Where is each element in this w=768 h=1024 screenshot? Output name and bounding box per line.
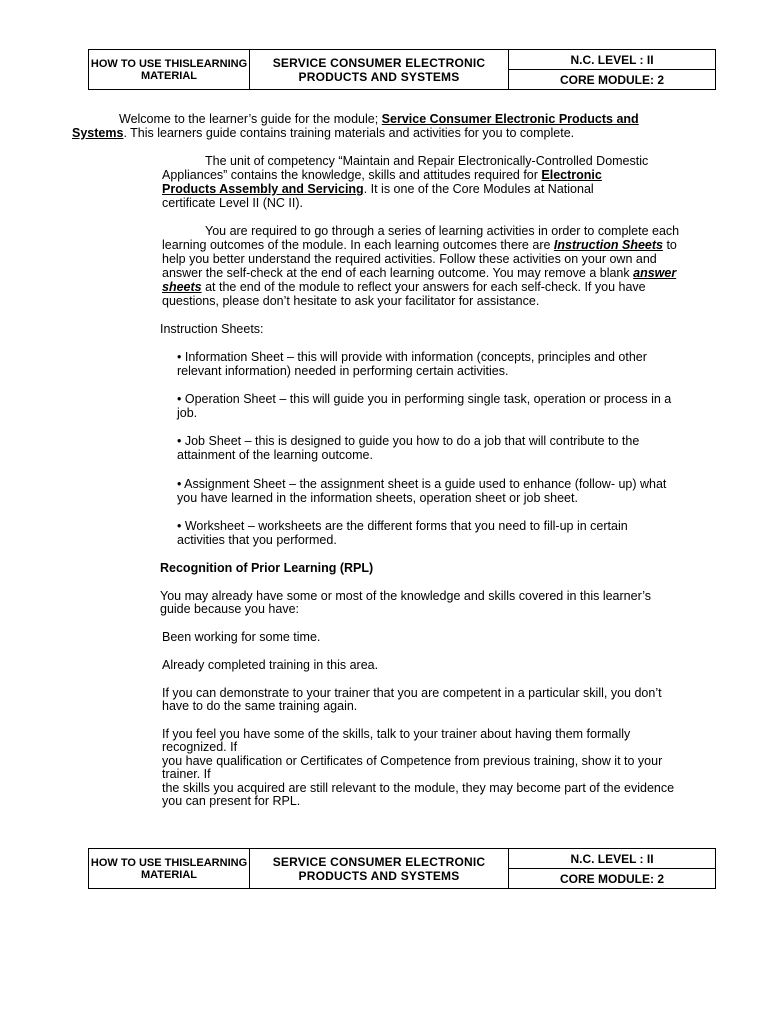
- unit-line-1: The unit of competency “Maintain and Repair Electronically-Controlled Domestic: [205, 154, 649, 168]
- unit-line-4: certificate Level II (NC II).: [162, 196, 304, 210]
- welcome-post-text: . This learners guide contains training materials and activities for you to complete.: [123, 126, 575, 140]
- welcome-line-2: [72, 126, 574, 140]
- footer-core-module: CORE MODULE: 2: [509, 869, 716, 889]
- rpl-p1-line-1: You may already have some or most of the knowledge and skills covered in this learner’s: [160, 589, 652, 603]
- req-line-2-post: to: [666, 238, 677, 252]
- req-line-2: [162, 238, 677, 252]
- rpl-p5-line-4: trainer. If: [162, 767, 211, 781]
- header-table-top: [88, 49, 716, 90]
- footer-module-title: SERVICE CONSUMER ELECTRONIC PRODUCTS AND SYSTEMS: [250, 849, 509, 889]
- welcome-text: Welcome to the learner’s guide for the module;: [119, 112, 379, 126]
- list-item-operation-sheet-cont: job.: [177, 406, 198, 420]
- list-item-job-sheet-cont: attainment of the learning outcome.: [177, 448, 373, 462]
- list-item-information-sheet-cont: relevant information) needed in performing certain activities.: [177, 364, 509, 378]
- list-item-job-sheet: • Job Sheet – this is designed to guide you how to do a job that will contribute to the: [177, 434, 640, 448]
- rpl-p5-line-2: recognized. If: [162, 740, 238, 754]
- rpl-p4-line-2: have to do the same training again.: [162, 699, 358, 713]
- list-item-worksheet: • Worksheet – worksheets are the different forms that you need to fill-up in certain: [177, 519, 628, 533]
- list-item-assignment-sheet: • Assignment Sheet – the assignment sheet is a guide used to enhance (follow- up) what: [177, 477, 667, 491]
- req-line-5: [162, 280, 646, 294]
- req-line-5-text: at the end of the module to reflect your answers for each self-check. If you have: [205, 280, 646, 294]
- footer-how-to-use: HOW TO USE THISLEARNING MATERIAL: [89, 849, 250, 889]
- req-line-4-text: answer the self-check at the end of each learning outcome. You may remove a blank: [162, 266, 630, 280]
- header-core-module: CORE MODULE: 2: [509, 70, 716, 90]
- rpl-p5-line-1: If you feel you have some of the skills, talk to your trainer about having them formally: [162, 727, 631, 741]
- header-how-to-use: HOW TO USE THISLEARNING MATERIAL: [89, 50, 250, 90]
- answer-emphasis: answer: [633, 266, 677, 280]
- list-item-information-sheet: • Information Sheet – this will provide with information (concepts, principles and other: [177, 350, 647, 364]
- rpl-p1-line-2: guide because you have:: [160, 602, 299, 616]
- list-item-operation-sheet: • Operation Sheet – this will guide you in performing single task, operation or process in a: [177, 392, 672, 406]
- header-module-title: SERVICE CONSUMER ELECTRONIC PRODUCTS AND SYSTEMS: [250, 50, 509, 90]
- rpl-p5-line-5: the skills you acquired are still relevant to the module, they may become part of the evidence: [162, 781, 675, 795]
- rpl-p4-line-1: If you can demonstrate to your trainer that you are competent in a particular skill, you don’t: [162, 686, 662, 700]
- list-item-worksheet-cont: activities that you performed.: [177, 533, 337, 547]
- rpl-p5-line-3: you have qualification or Certificates of Competence from previous training, show it to your: [162, 754, 663, 768]
- unit-bold-assembly: Products Assembly and Servicing: [162, 182, 364, 196]
- instruction-sheets-heading: Instruction Sheets:: [160, 322, 264, 336]
- req-line-3: help you better understand the required activities. Follow these activities on your own and: [162, 252, 657, 266]
- unit-line-3: [162, 182, 594, 196]
- welcome-line-1: [119, 112, 639, 126]
- req-line-6: questions, please don’t hesitate to ask your facilitator for assistance.: [162, 294, 540, 308]
- unit-line-2-text: Appliances” contains the knowledge, skills and attitudes required for: [162, 168, 538, 182]
- instruction-sheets-emphasis: Instruction Sheets: [553, 238, 663, 252]
- req-line-2-text: learning outcomes of the module. In each learning outcomes there are: [162, 238, 551, 252]
- module-name-part1: Service Consumer Electronic Products and: [381, 112, 639, 126]
- req-line-1: You are required to go through a series of learning activities in order to complete each: [205, 224, 680, 238]
- unit-line-2: [162, 168, 602, 182]
- footer-nc-level: N.C. LEVEL : II: [509, 849, 716, 869]
- header-nc-level: N.C. LEVEL : II: [509, 50, 716, 70]
- header-table-bottom: [88, 848, 716, 889]
- list-item-assignment-sheet-cont: you have learned in the information sheets, operation sheet or job sheet.: [177, 491, 578, 505]
- rpl-heading: Recognition of Prior Learning (RPL): [160, 561, 374, 575]
- module-name-part2: Systems: [72, 126, 124, 140]
- rpl-p5-line-6: you can present for RPL.: [162, 794, 301, 808]
- rpl-working-time: Been working for some time.: [162, 630, 321, 644]
- req-line-4: [162, 266, 676, 280]
- unit-bold-electronic: Electronic: [541, 168, 602, 182]
- sheets-emphasis: sheets: [162, 280, 202, 294]
- rpl-completed-training: Already completed training in this area.: [162, 658, 379, 672]
- unit-line-3-text: . It is one of the Core Modules at National: [363, 182, 594, 196]
